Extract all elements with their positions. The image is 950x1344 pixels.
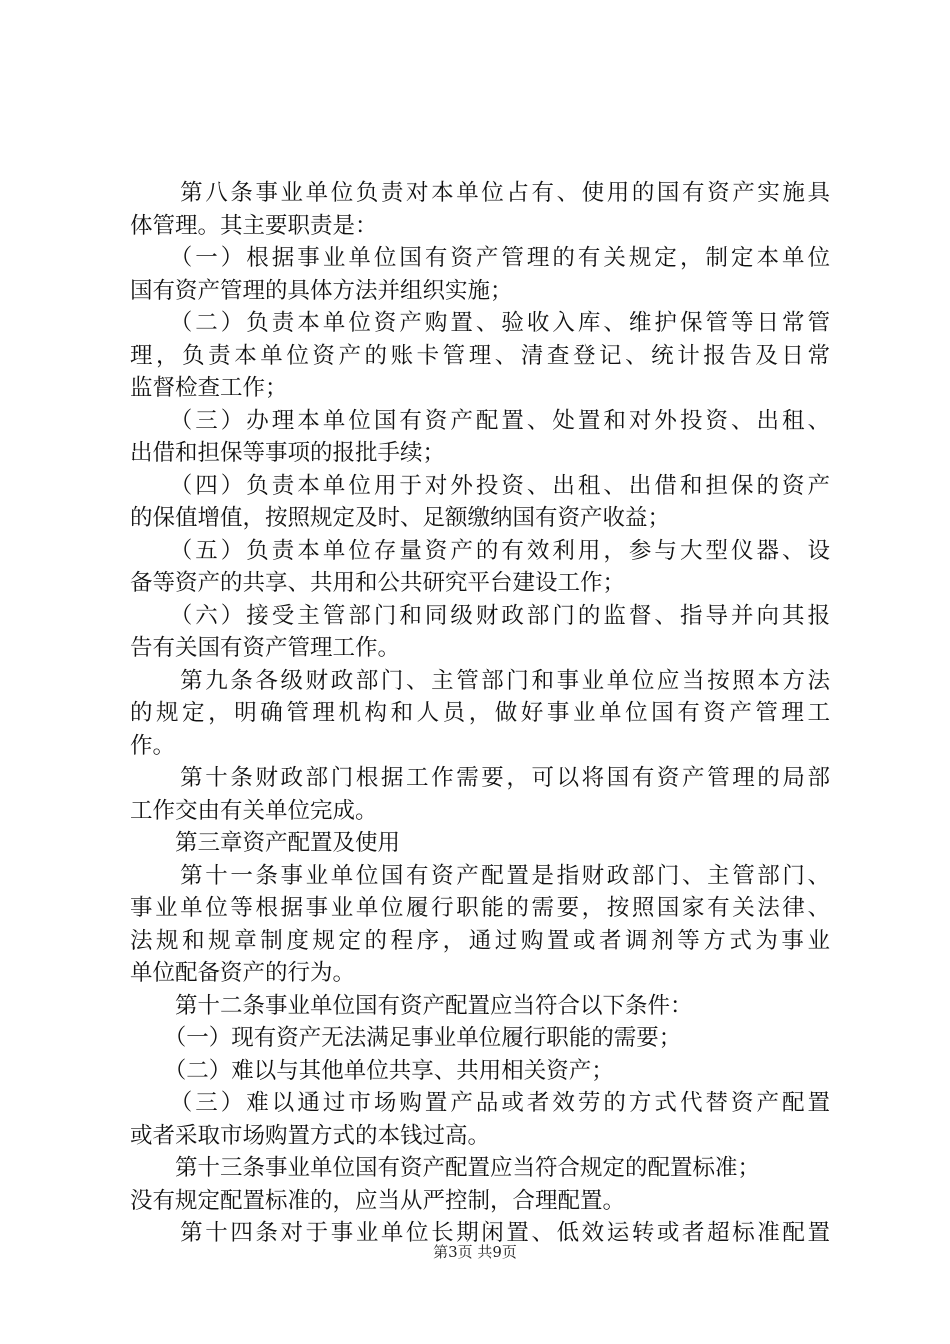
- paragraph-line: 单位配备资产的行为。: [130, 960, 356, 986]
- paragraph-line: 出借和担保等事项的报批手续；: [130, 440, 446, 466]
- paragraph-line: 告有关国有资产管理工作。: [130, 635, 401, 661]
- paragraph-line: 没有规定配置标准的，应当从严控制，合理配置。: [130, 1188, 626, 1214]
- paragraph-line: （四）负责本单位用于对外投资、出租、出借和担保的资产: [130, 473, 830, 499]
- paragraph-line: 的规定，明确管理机构和人员，做好事业单位国有资产管理工: [130, 700, 830, 726]
- paragraph-line: 第十条财政部门根据工作需要，可以将国有资产管理的局部: [130, 765, 830, 791]
- paragraph-line: （一）根据事业单位国有资产管理的有关规定，制定本单位: [130, 245, 830, 271]
- paragraph-line: 第九条各级财政部门、主管部门和事业单位应当按照本方法: [130, 668, 830, 694]
- paragraph-line: 第八条事业单位负责对本单位占有、使用的国有资产实施具: [130, 180, 830, 206]
- paragraph-line: 备等资产的共享、共用和公共研究平台建设工作；: [130, 570, 626, 596]
- paragraph-line: （一）现有资产无法满足事业单位履行职能的需要；: [130, 1025, 682, 1051]
- paragraph-line: 的保值增值，按照规定及时、足额缴纳国有资产收益；: [130, 505, 671, 531]
- paragraph-line: 作。: [130, 733, 176, 759]
- paragraph-line: （三）办理本单位国有资产配置、处置和对外投资、出租、: [130, 408, 830, 434]
- paragraph-line: （六）接受主管部门和同级财政部门的监督、指导并向其报: [130, 603, 830, 629]
- paragraph-line: 事业单位等根据事业单位履行职能的需要，按照国家有关法律、: [130, 895, 830, 921]
- paragraph-line: 监督检查工作；: [130, 375, 288, 401]
- paragraph-line: （二）难以与其他单位共享、共用相关资产；: [130, 1058, 614, 1084]
- paragraph-line: （五）负责本单位存量资产的有效利用，参与大型仪器、设: [130, 538, 830, 564]
- paragraph-line: 或者采取市场购置方式的本钱过高。: [130, 1123, 491, 1149]
- paragraph-line: 国有资产管理的具体方法并组织实施；: [130, 278, 513, 304]
- paragraph-line: 理，负责本单位资产的账卡管理、清查登记、统计报告及日常: [130, 343, 830, 369]
- page-footer: 第3页 共9页: [433, 1243, 517, 1261]
- chapter-heading: 第三章资产配置及使用: [130, 830, 401, 856]
- paragraph-line: 第十二条事业单位国有资产配置应当符合以下条件：: [130, 993, 693, 1019]
- paragraph-line: 第十一条事业单位国有资产配置是指财政部门、主管部门、: [130, 863, 830, 889]
- paragraph-line: （三）难以通过市场购置产品或者效劳的方式代替资产配置: [130, 1090, 830, 1116]
- paragraph-line: 工作交由有关单位完成。: [130, 798, 378, 824]
- paragraph-line: （二）负责本单位资产购置、验收入库、维护保管等日常管: [130, 310, 830, 336]
- paragraph-line: 第十四条对于事业单位长期闲置、低效运转或者超标准配置: [130, 1220, 830, 1246]
- paragraph-line: 体管理。其主要职责是：: [130, 213, 378, 239]
- paragraph-line: 法规和规章制度规定的程序，通过购置或者调剂等方式为事业: [130, 928, 830, 954]
- paragraph-line: 第十三条事业单位国有资产配置应当符合规定的配置标准；: [130, 1155, 761, 1181]
